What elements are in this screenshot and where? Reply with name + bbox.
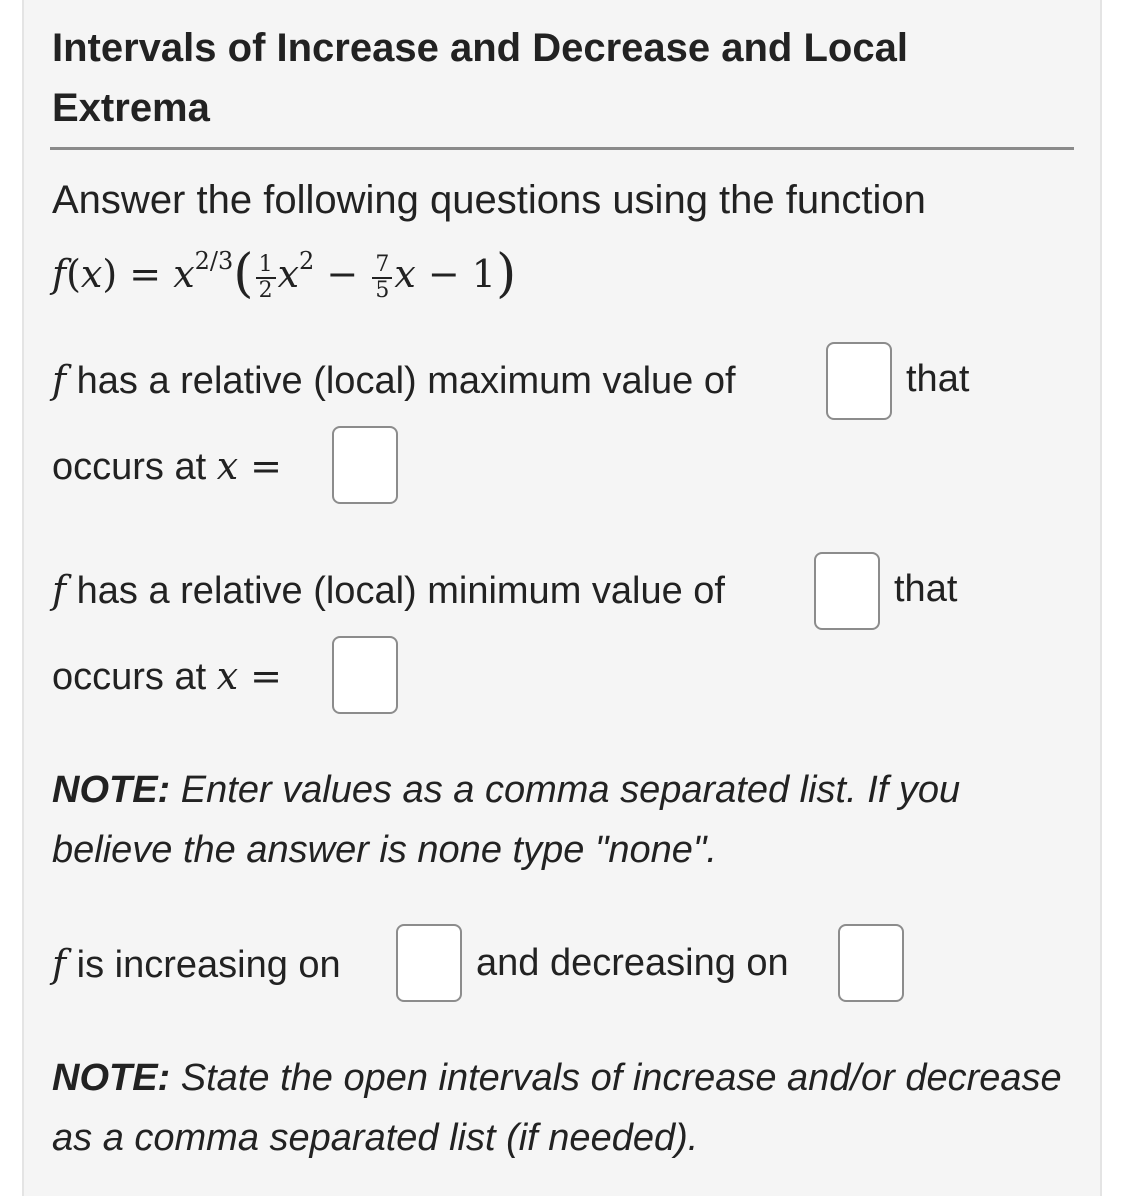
min-x-input[interactable] xyxy=(332,636,398,714)
note-label: NOTE: xyxy=(52,1057,171,1099)
formula-base: x xyxy=(173,252,195,296)
max-x-input[interactable] xyxy=(332,426,398,504)
min-question-line: f has a relative (local) minimum value of xyxy=(52,568,725,612)
increasing-input[interactable] xyxy=(396,924,462,1002)
max-question-line: f has a relative (local) maximum value of xyxy=(52,358,736,402)
page-title: Intervals of Increase and Decrease and Local Extrema xyxy=(52,26,908,130)
note-open-intervals: NOTE: State the open intervals of increase and/or decrease as a comma separated list (if needed). xyxy=(52,1057,1062,1159)
note-comma-list: NOTE: Enter values as a comma separated list. If you believe the answer is none type "none". xyxy=(52,769,961,871)
formula-exponent: 2/3 xyxy=(194,247,234,275)
min-that-text: that xyxy=(894,568,958,610)
max-that-text: that xyxy=(906,358,970,400)
max-occurs-line: occurs at x = xyxy=(52,444,283,488)
max-value-input[interactable] xyxy=(826,342,892,420)
decreasing-input[interactable] xyxy=(838,924,904,1002)
increasing-line: f is increasing on xyxy=(52,942,341,986)
min-value-input[interactable] xyxy=(814,552,880,630)
intro-text: Answer the following questions using the function xyxy=(52,178,926,222)
fraction-seven-fifths: $\frac{7}{5}$ xyxy=(372,253,392,303)
formula-equals: = xyxy=(129,252,162,296)
fraction-half: $\frac{1}{2}$ xyxy=(256,253,276,303)
formula-x: x xyxy=(80,252,103,296)
function-formula: $f(x) = x^{2/3}$( $\frac{1}{2}$ $x^2$ − $\frac{7}{5}$ x − 1) xyxy=(52,244,517,304)
decreasing-text: and decreasing on xyxy=(476,942,789,984)
formula-f: f xyxy=(52,252,67,296)
divider xyxy=(50,147,1074,150)
min-occurs-line: occurs at x = xyxy=(52,654,283,698)
note-label: NOTE: xyxy=(52,769,171,811)
